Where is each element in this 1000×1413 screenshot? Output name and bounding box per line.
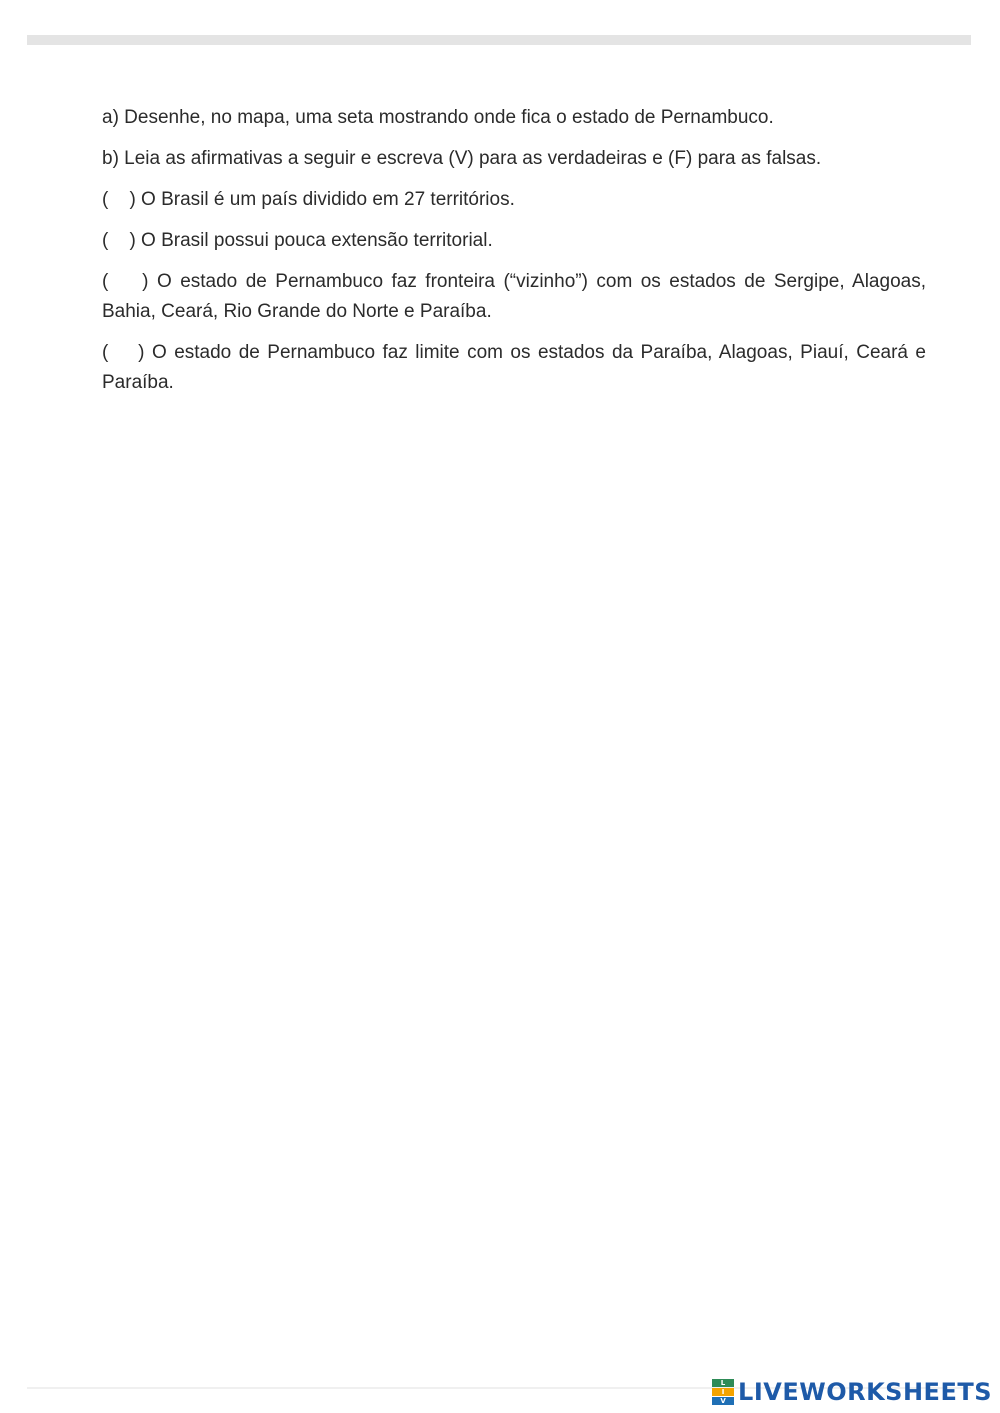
answer-blank-3[interactable]: ( ) bbox=[102, 271, 149, 292]
statement-2-text: O Brasil possui pouca extensão territorial. bbox=[135, 230, 493, 251]
statement-4 bbox=[102, 338, 926, 398]
liveworksheets-logo-icon bbox=[712, 1379, 734, 1405]
statement-2 bbox=[102, 226, 926, 256]
statement-3-text: O estado de Pernambuco faz fronteira (“vizinho”) com os estados de Sergipe, Alagoas, Bahia, Ceará, Rio Grande do Norte e Paraíba. bbox=[102, 271, 926, 322]
brand-name: LIVEWORKSHEETS bbox=[738, 1378, 992, 1406]
top-divider-bar bbox=[27, 35, 971, 45]
question-b: b) Leia as afirmativas a seguir e escreva (V) para as verdadeiras e (F) para as falsas. bbox=[102, 148, 822, 169]
statement-4-text: O estado de Pernambuco faz limite com os estados da Paraíba, Alagoas, Piauí, Ceará e Paraíba. bbox=[102, 342, 927, 393]
answer-blank-2[interactable]: ( ) bbox=[102, 230, 136, 251]
liveworksheets-brand bbox=[712, 1377, 992, 1407]
worksheet-content bbox=[102, 103, 926, 398]
answer-blank-1[interactable]: ( ) bbox=[102, 189, 136, 210]
logo-letter-i: I bbox=[712, 1388, 734, 1396]
question-a: a) Desenhe, no mapa, uma seta mostrando onde fica o estado de Pernambuco. bbox=[102, 107, 774, 128]
statement-1 bbox=[102, 185, 926, 215]
answer-blank-4[interactable]: ( ) bbox=[102, 342, 145, 363]
statement-1-text: O Brasil é um país dividido em 27 territórios. bbox=[135, 189, 515, 210]
statement-3 bbox=[102, 267, 926, 327]
logo-letter-l: L bbox=[712, 1379, 734, 1387]
logo-letter-v: V bbox=[712, 1397, 734, 1405]
